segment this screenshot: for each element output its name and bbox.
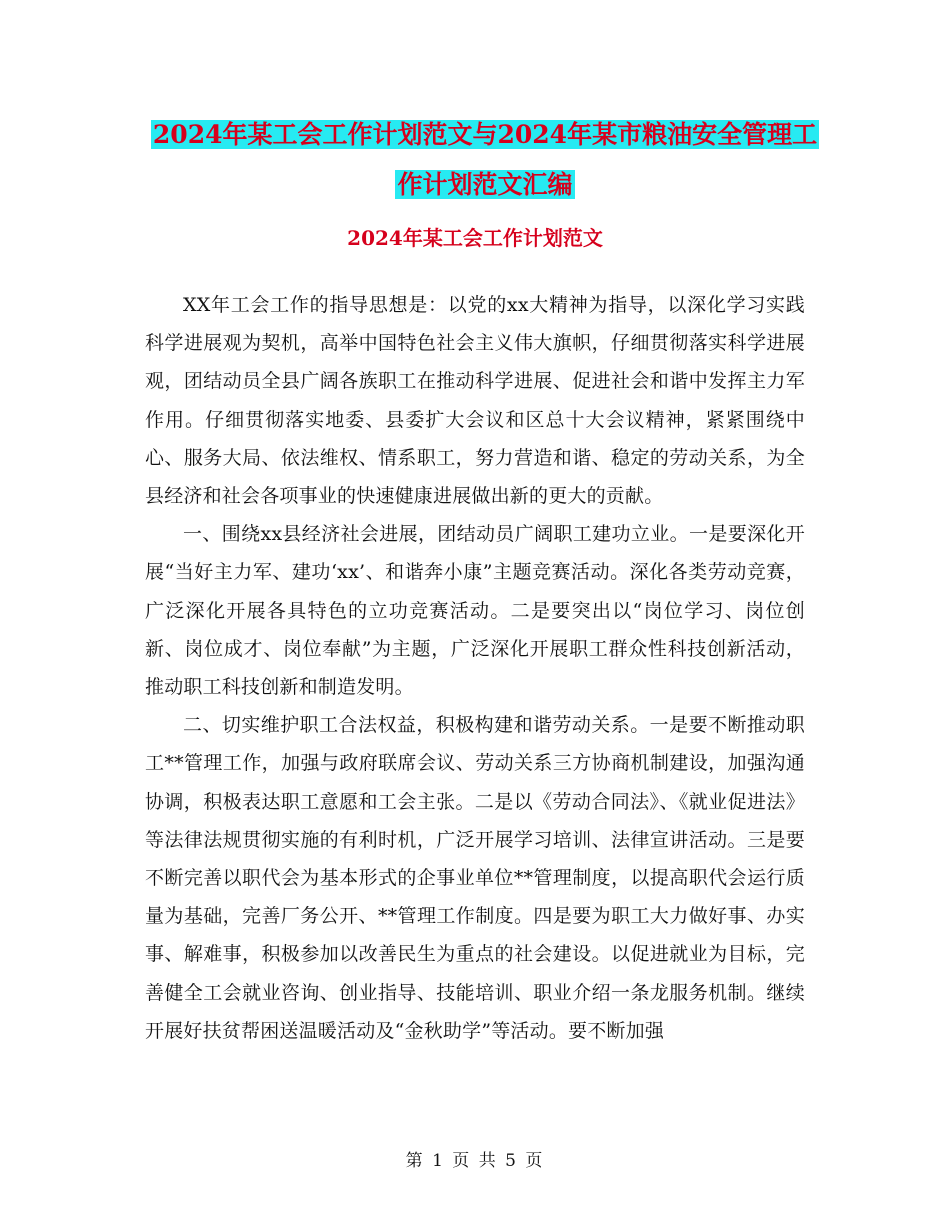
paragraph-section-1: 一、围绕xx县经济社会进展，团结动员广阔职工建功立业。一是要深化开展“当好主力军、建功‘xx’、和谐奔小康”主题竞赛活动。深化各类劳动竞赛，广泛深化开展各具特色的立功竞赛活动。二是要突出以“岗位学习、岗位创新、岗位成才、岗位奉献”为主题，广泛深化开展职工群众性科技创新活动，推动职工科技创新和制造发明。 [145,523,805,699]
paragraph-intro: XX年工会工作的指导思想是：以党的xx大精神为指导，以深化学习实践科学进展观为契机，高举中国特色社会主义伟大旗帜，仔细贯彻落实科学进展观，团结动员全县广阔各族职工在推动科学进展、促进社会和谐中发挥主力军作用。仔细贯彻落实地委、县委扩大会议和区总十大会议精神，紧紧围绕中心、服务大局、依法维权、情系职工，努力营造和谐、稳定的劳动关系，为全县经济和社会各项事业的快速健康进展做出新的更大的贡献。 [145,294,805,508]
section-title: 2024年某工会工作计划范文 [347,226,603,250]
page-footer: 第 1 页 共 5 页 [405,1151,545,1171]
document-body [145,286,805,1050]
paragraph-section-2: 二、切实维护职工合法权益，积极构建和谐劳动关系。一是要不断推动职工**管理工作，加强与政府联席会议、劳动关系三方协商机制建设，加强沟通协调，积极表达职工意愿和工会主张。二是以《劳动合同法》、《就业促进法》等法律法规贯彻实施的有利时机，广泛开展学习培训、法律宣讲活动。三是要不断完善以职代会为基本形式的企事业单位**管理制度，以提高职代会运行质量为基础，完善厂务公开、**管理工作制度。四是要为职工大力做好事、办实事、解难事，积极参加以改善民生为重点的社会建设。以促进就业为目标，完善健全工会就业咨询、创业指导、技能培训、职业介绍一条龙服务机制。继续开展好扶贫帮困送温暖活动及“金秋助学”等活动。要不断加强 [145,714,805,1042]
document-title-text: 2024年某工会工作计划范文与2024年某市粮油安全管理工作计划范文汇编 [152,120,818,199]
document-title [140,110,830,210]
